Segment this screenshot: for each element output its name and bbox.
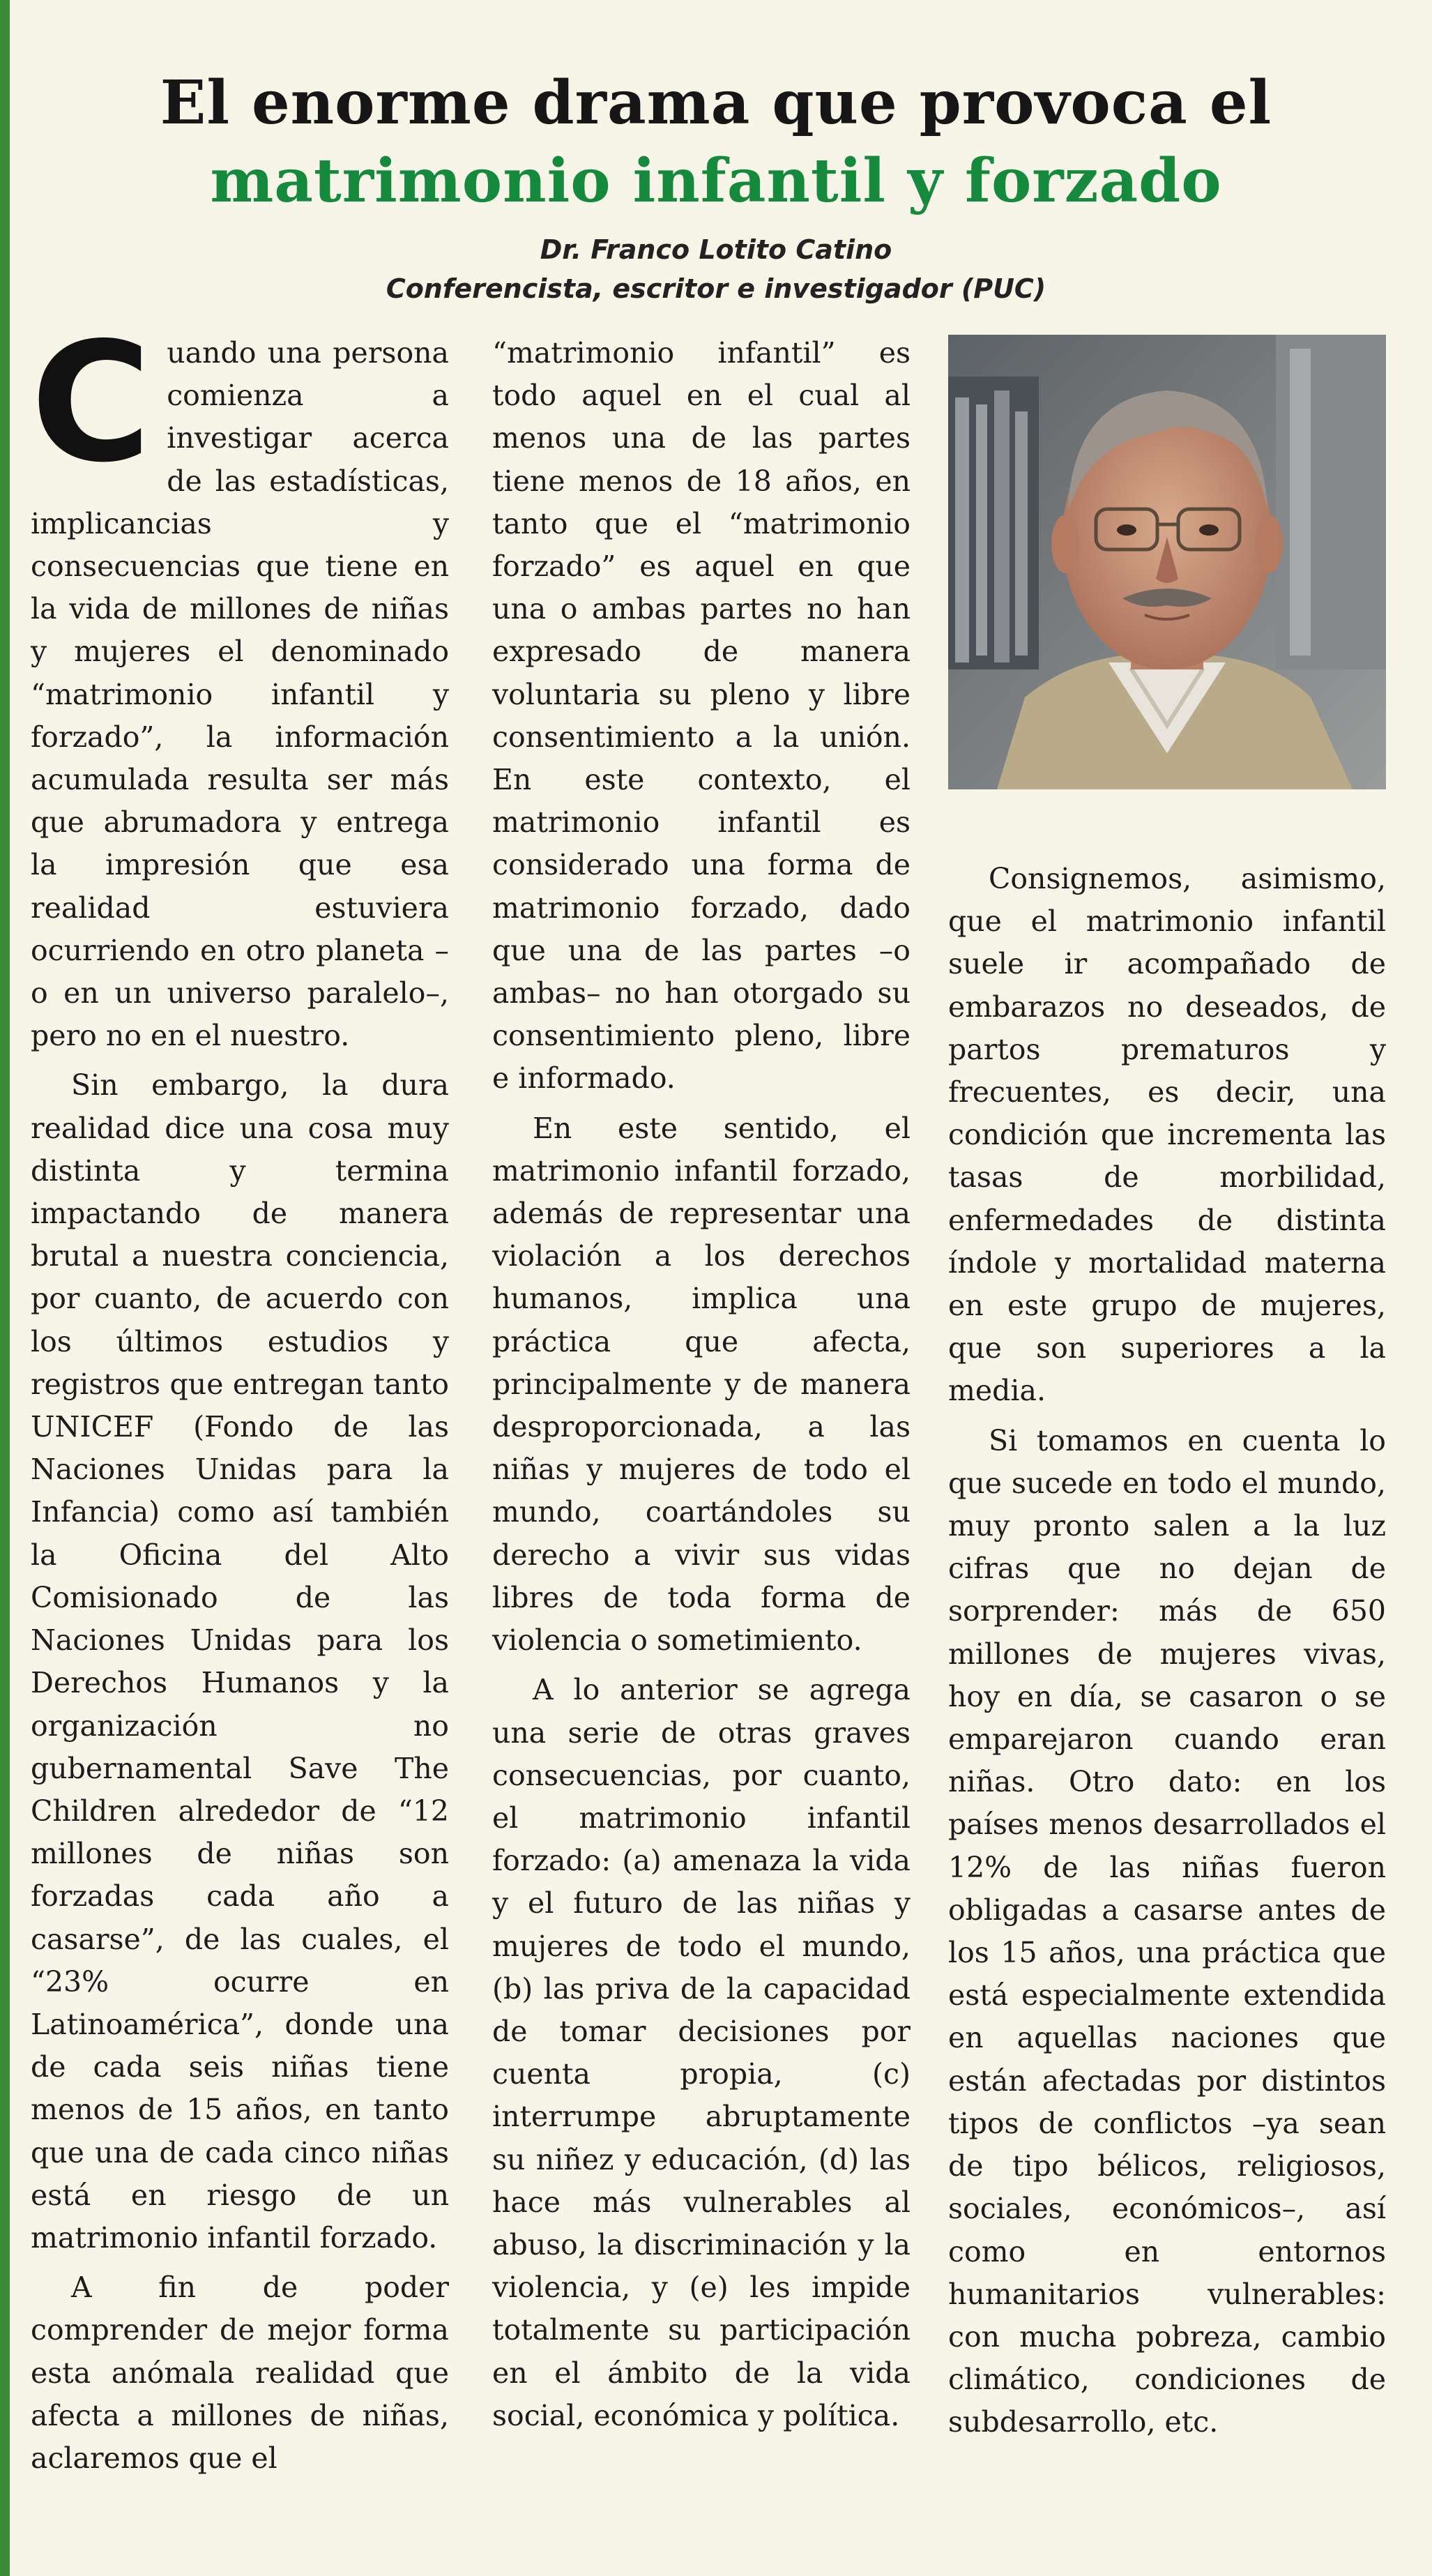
paragraph: A lo anterior se agrega una serie de otras graves consecuencias, por cuanto, el matrimonio infantil forzado: (a) amenaza la vida y el futuro de las niñas y mujeres de todo el mundo, (b) las priva de la capacidad de tomar decisiones por cuenta propia, (c) interrumpe abruptamente su niñez y educación, (d) las hace más vulnerables al abuso, la discriminación y la violencia, y (e) les impide totalmente su participación en el ámbito de la vida social, económica y política. <box>492 1673 911 2432</box>
author-name: Dr. Franco Lotito Catino <box>540 234 892 265</box>
paragraph: Si tomamos en cuenta lo que sucede en todo el mundo, muy pronto salen a la luz cifras que no dejan de sorprender: más de 650 millones de mujeres vivas, hoy en día, se casaron o se emparejaron cuando eran niñas. Otro dato: en los países menos desarrollados el 12% de las niñas fueron obligadas a casarse antes de los 15 años, una práctica que está especialmente extendida en aquellas naciones que están afectadas por distintos tipos de conflictos –ya sean de tipo bélicos, religiosos, sociales, económicos–, así como en entornos humanitarios vulnerables: con mucha pobreza, cambio climático, condiciones de subdesarrollo, etc. <box>948 1423 1386 2439</box>
article-title <box>31 64 1401 220</box>
article-page <box>31 0 1401 2576</box>
paragraph: En este sentido, el matrimonio infantil forzado, además de representar una violación a los derechos humanos, implica una práctica que afecta, principalmente y de manera desproporcionada, a las niñas y mujeres de todo el mundo, coartándoles su derecho a vivir sus vidas libres de toda forma de violencia o sometimiento. <box>492 1111 911 1658</box>
left-accent-bar <box>0 0 10 2576</box>
paragraph: Sin embargo, la dura realidad dice una cosa muy distinta y termina impactando de manera brutal a nuestra conciencia, por cuanto, de acuerdo con los últimos estudios y registros que entregan tanto UNICEF (Fondo de las Naciones Unidas para la Infancia) como así también la Oficina del Alto Comisionado de las Naciones Unidas para los Derechos Humanos y la organización no gubernamental Save The Children alrededor de “12 millones de niñas son forzadas cada año a casarse”, de las cuales, el “23% ocurre en Latinoamérica”, donde una de cada seis niñas tiene menos de 15 años, en tanto que una de cada cinco niñas está en riesgo de un matrimonio infantil forzado. <box>31 1068 449 2255</box>
paragraph-text: uando una persona comienza a investigar acerca de las estadísticas, implicancias y consecuencias que tiene en la vida de millones de niñas y mujeres el denominado “matrimonio infantil y forzado”, la información acumulada resulta ser más que abrumadora y entrega la impresión que esa realidad estuviera ocurriendo en otro planeta –o en un universo paralelo–, pero no en el nuestro. <box>31 336 449 1053</box>
paragraph <box>31 307 449 1057</box>
paragraph: “matrimonio infantil” es todo aquel en el cual al menos una de las partes tiene menos de 18 años, en tanto que el “matrimonio forzado” es aquel en que una o ambas partes no han expresado de manera voluntaria su pleno y libre consentimiento a la unión. En este contexto, el matrimonio infantil es considerado una forma de matrimonio forzado, dado que una de las partes –o ambas– no han otorgado su consentimiento pleno, libre e informado. <box>492 336 911 1096</box>
paragraph: A fin de poder comprender de mejor forma esta anómala realidad que afecta a millones de niñas, aclaremos que el <box>31 2271 449 2475</box>
column-1 <box>31 307 449 2487</box>
author-photo <box>948 335 1386 789</box>
author-role: Conferencista, escritor e investigador (PUC) <box>386 273 1046 304</box>
drop-cap: C <box>31 307 152 499</box>
paragraph: Consignemos, asimismo, que el matrimonio infantil suele ir acompañado de embarazos no deseados, de partos prematuros y frecuentes, es decir, una condición que incrementa las tasas de morbilidad, enfermedades de distinta índole y mortalidad materna en este grupo de mujeres, que son superiores a la media. <box>948 862 1386 1408</box>
title-line-2: matrimonio infantil y forzado <box>210 146 1222 216</box>
byline <box>31 230 1401 308</box>
column-3 <box>948 858 1386 2451</box>
column-2 <box>492 332 911 2444</box>
title-line-1: El enorme drama que provoca el <box>160 68 1272 138</box>
author-portrait-image <box>948 335 1386 789</box>
